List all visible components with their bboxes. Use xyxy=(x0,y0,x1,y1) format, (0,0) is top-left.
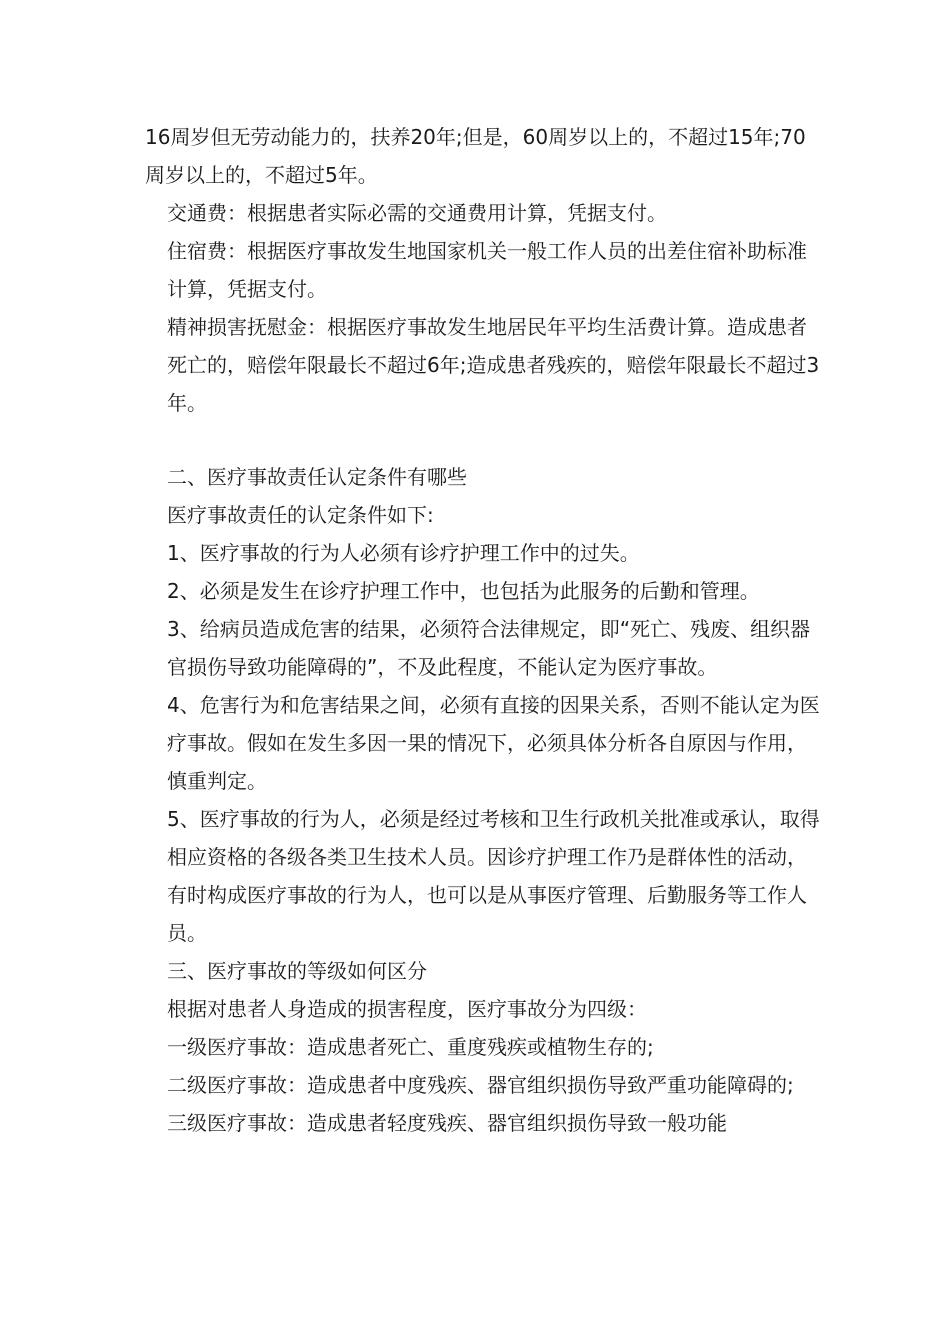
paragraph: 16周岁但无劳动能力的，扶养20年;但是，60周岁以上的，不超过15年;70周岁以上的，不超过5年。 xyxy=(145,125,806,187)
paragraph: 精神损害抚慰金：根据医疗事故发生地居民年平均生活费计算。造成患者死亡的，赔偿年限最长不超过6年;造成患者残疾的，赔偿年限最长不超过3年。 xyxy=(167,315,820,415)
list-item: 3、给病员造成危害的结果，必须符合法律规定，即“死亡、残废、组织器官损伤导致功能障碍的”，不及此程度，不能认定为医疗事故。 xyxy=(167,617,811,679)
list-item: 2、必须是发生在诊疗护理工作中，也包括为此服务的后勤和管理。 xyxy=(167,579,760,603)
paragraph: 住宿费：根据医疗事故发生地国家机关一般工作人员的出差住宿补助标准计算，凭据支付。 xyxy=(167,239,807,301)
section-heading: 三、医疗事故的等级如何区分 xyxy=(167,959,427,983)
paragraph: 医疗事故责任的认定条件如下: xyxy=(167,503,434,527)
section-heading: 二、医疗事故责任认定条件有哪些 xyxy=(167,465,467,489)
list-item: 二级医疗事故：造成患者中度残疾、器官组织损伤导致严重功能障碍的; xyxy=(167,1073,794,1097)
list-item: 一级医疗事故：造成患者死亡、重度残疾或植物生存的; xyxy=(167,1035,654,1059)
list-item: 1、医疗事故的行为人必须有诊疗护理工作中的过失。 xyxy=(167,541,640,565)
document-body xyxy=(145,118,825,1142)
list-item: 5、医疗事故的行为人，必须是经过考核和卫生行政机关批准或承认，取得相应资格的各级各类卫生技术人员。因诊疗护理工作乃是群体性的活动，有时构成医疗事故的行为人，也可以是从事医疗管理、后勤服务等工作人员。 xyxy=(167,807,820,945)
paragraph: 根据对患者人身造成的损害程度，医疗事故分为四级： xyxy=(167,997,647,1021)
list-item: 三级医疗事故：造成患者轻度残疾、器官组织损伤导致一般功能 xyxy=(167,1111,727,1135)
paragraph-spacer xyxy=(145,422,825,458)
list-item: 4、危害行为和危害结果之间，必须有直接的因果关系，否则不能认定为医疗事故。假如在发生多因一果的情况下，必须具体分析各自原因与作用，慎重判定。 xyxy=(167,693,820,793)
paragraph: 交通费：根据患者实际必需的交通费用计算，凭据支付。 xyxy=(167,201,667,225)
